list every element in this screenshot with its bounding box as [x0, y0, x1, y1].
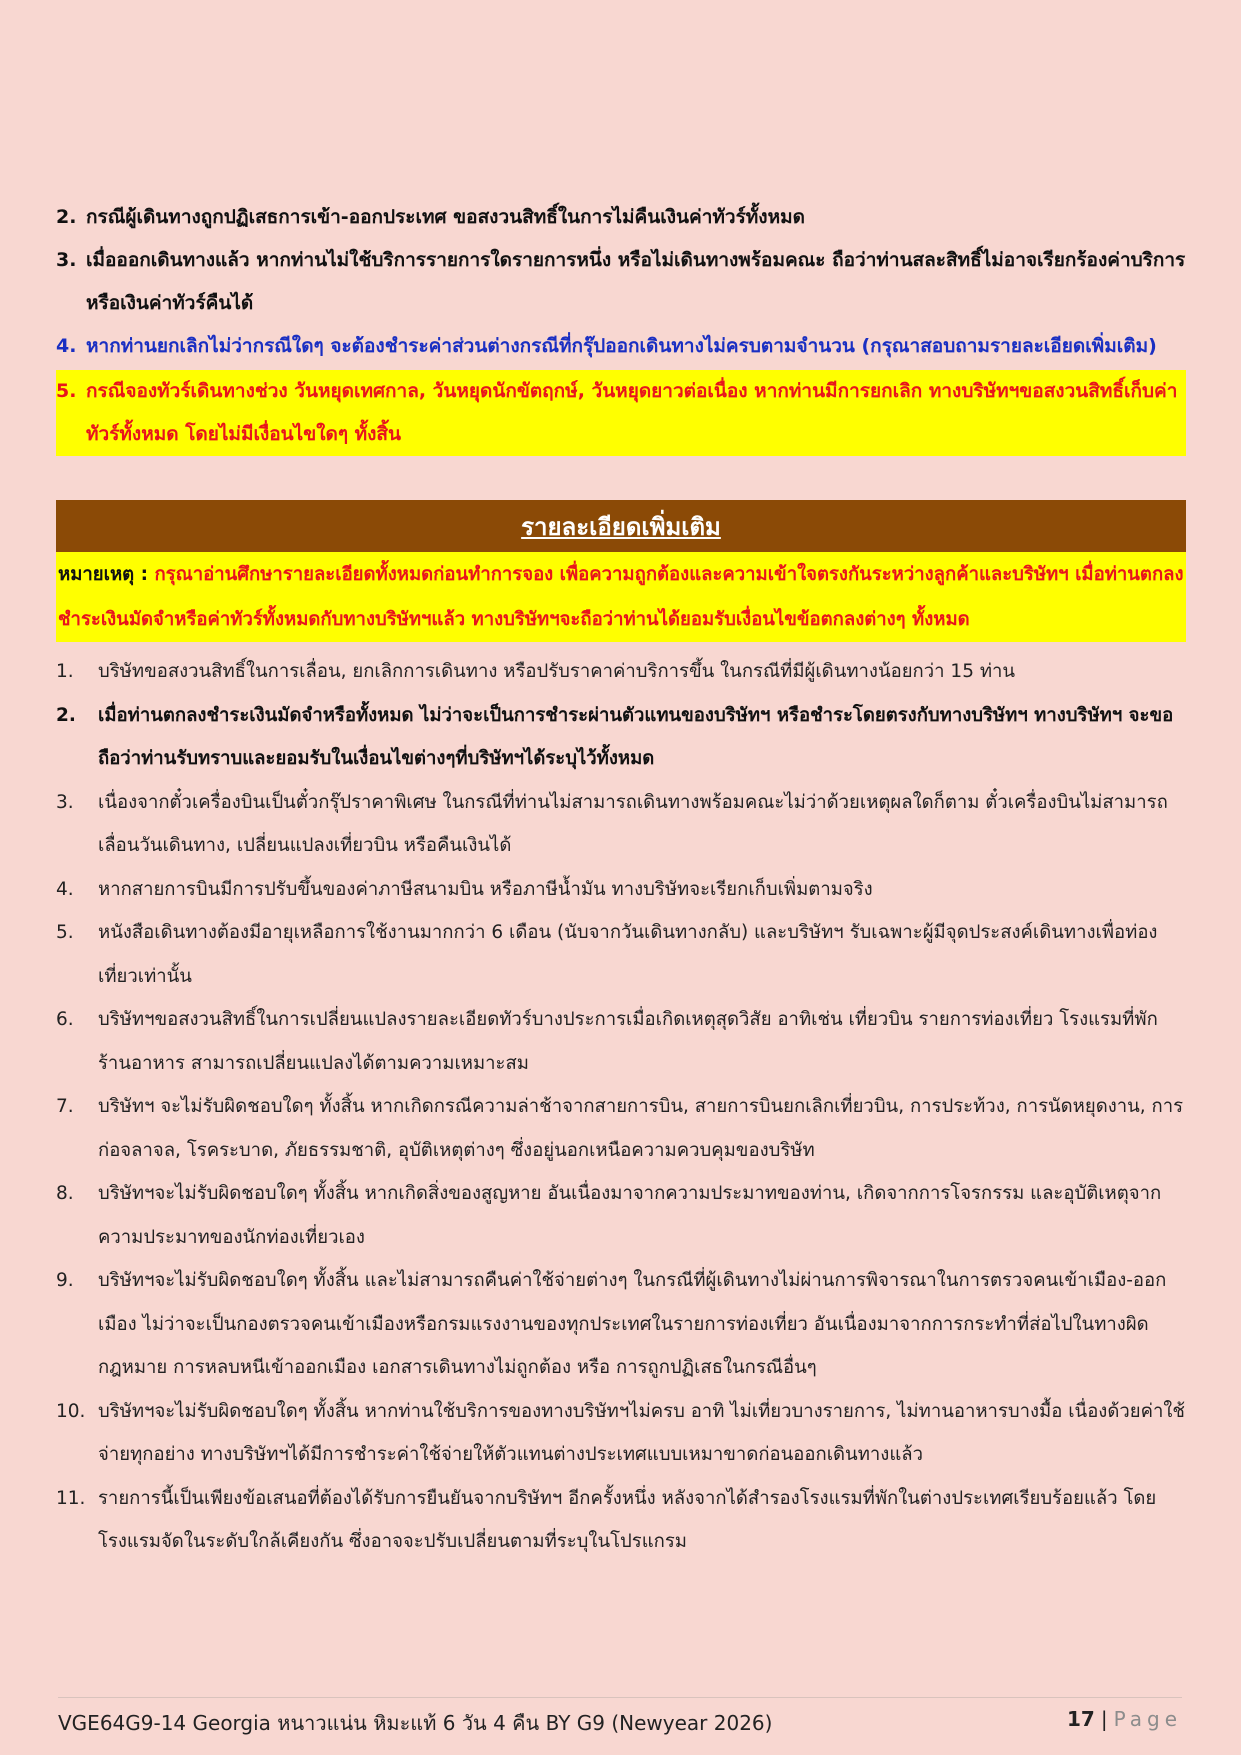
- note-text: กรุณาอ่านศึกษารายละเอียดทั้งหมดก่อนทำการจอง เพื่อความถูกต้องและความเข้าใจตรงกันระหว่างลูกค้าและบริษัทฯ เมื่อท่านตกลงชำระเงินมัดจำหรือค่าทัวร์ทั้งหมดกับทางบริษัทฯแล้ว ทางบริษัทฯจะถือว่าท่านได้ยอมรับเงื่อนไขข้อตกลงต่างๆ ทั้งหมด: [58, 564, 1184, 630]
- term-item: 9. บริษัทฯจะไม่รับผิดชอบใดๆ ทั้งสิ้น และไม่สามารถคืนค่าใช้จ่ายต่างๆ ในกรณีที่ผู้เดินทางไม่ผ่านการพิจารณาในการตรวจคนเข้าเมือง-ออกเมือง ไม่ว่าจะเป็นกองตรวจคนเข้าเมืองหรือกรมแรงงานของทุกประเทศในรายการท่องเที่ยว อันเนื่องมาจากการกระทำที่ส่อไปในทางผิดกฎหมาย การหลบหนีเข้าออกเมือง เอกสารเดินทางไม่ถูกต้อง หรือ การถูกปฏิเสธในกรณีอื่นๆ: [56, 1270, 1167, 1378]
- page-footer: [58, 1697, 1182, 1739]
- term-item: 3. เนื่องจากตั๋วเครื่องบินเป็นตั๋วกรุ๊ปราคาพิเศษ ในกรณีที่ท่านไม่สามารถเดินทางพร้อมคณะไม่ว่าด้วยเหตุผลใดก็ตาม ตั๋วเครื่องบินไม่สามารถ เลื่อนวันเดินทาง, เปลี่ยนแปลงเที่ยวบิน หรือคืนเงินได้: [56, 791, 1168, 856]
- condition-item-highlighted: 5. กรณีจองทัวร์เดินทางช่วง วันหยุดเทศกาล, วันหยุดนักขัตฤกษ์, วันหยุดยาวต่อเนื่อง หากท่านมีการยกเลิก ทางบริษัทฯขอสงวนสิทธิ์เก็บค่าทัวร์ทั้งหมด โดยไม่มีเงื่อนไขใดๆ ทั้งสิ้น: [56, 370, 1186, 456]
- cancellation-conditions-list: [56, 196, 1186, 456]
- term-item: 11. รายการนี้เป็นเพียงข้อเสนอที่ต้องได้รับการยืนยันจากบริษัทฯ อีกครั้งหนึ่ง หลังจากได้สำรองโรงแรมที่พักในต่างประเทศเรียบร้อยแล้ว โดยโรงแรมจัดในระดับใกล้เคียงกัน ซึ่งอาจจะปรับเปลี่ยนตามที่ระบุในโปรแกรม: [56, 1487, 1157, 1552]
- document-page: [56, 196, 1186, 1564]
- term-item: 10. บริษัทฯจะไม่รับผิดชอบใดๆ ทั้งสิ้น หากท่านใช้บริการของทางบริษัทฯไม่ครบ อาทิ ไม่เที่ยวบางรายการ, ไม่ทานอาหารบางมื้อ เนื่องด้วยค่าใช้จ่ายทุกอย่าง ทางบริษัทฯได้มีการชำระค่าใช้จ่ายให้ตัวแทนต่างประเทศแบบเหมาขาดก่อนออกเดินทางแล้ว: [56, 1400, 1185, 1465]
- term-item: 6. บริษัทฯขอสงวนสิทธิ์ในการเปลี่ยนแปลงรายละเอียดทัวร์บางประการเมื่อเกิดเหตุสุดวิสัย อาทิเช่น เที่ยวบิน รายการท่องเที่ยว โรงแรมที่พัก ร้านอาหาร สามารถเปลี่ยนแปลงได้ตามความเหมาะสม: [56, 1009, 1158, 1074]
- term-item: 5. หนังสือเดินทางต้องมีอายุเหลือการใช้งานมากกว่า 6 เดือน (นับจากวันเดินทางกลับ) และบริษัทฯ รับเฉพาะผู้มีจุดประสงค์เดินทางเพื่อท่องเที่ยวเท่านั้น: [56, 922, 1158, 987]
- condition-item: 3. เมื่อออกเดินทางแล้ว หากท่านไม่ใช้บริการรายการใดรายการหนึ่ง หรือไม่เดินทางพร้อมคณะ ถือว่าท่านสละสิทธิ์ไม่อาจเรียกร้องค่าบริการหรือเงินค่าทัวร์คืนได้: [56, 249, 1186, 314]
- terms-list: [56, 650, 1186, 1564]
- section-title: รายละเอียดเพิ่มเติม: [521, 512, 721, 541]
- footer-page-indicator: [1067, 1707, 1182, 1739]
- page-number: 17: [1066, 1707, 1095, 1731]
- condition-item-blue: 4. หากท่านยกเลิกไม่ว่ากรณีใดๆ จะต้องชำระค่าส่วนต่างกรณีที่กรุ๊ปออกเดินทางไม่ครบตามจำนวน (กรุณาสอบถามรายละเอียดเพิ่มเติม): [56, 335, 1157, 357]
- footer-document-title: VGE64G9-14 Georgia หนาวแน่น หิมะแท้ 6 วัน 4 คืน BY G9 (Newyear 2026): [58, 1711, 773, 1735]
- term-item: 1. บริษัทขอสงวนสิทธิ์ในการเลื่อน, ยกเลิกการเดินทาง หรือปรับราคาค่าบริการขึ้น ในกรณีที่มีผู้เดินทางน้อยกว่า 15 ท่าน: [56, 661, 1016, 682]
- page-separator: |: [1100, 1707, 1108, 1731]
- term-item: 8. บริษัทฯจะไม่รับผิดชอบใดๆ ทั้งสิ้น หากเกิดสิ่งของสูญหาย อันเนื่องมาจากความประมาทของท่าน, เกิดจากการโจรกรรม และอุบัติเหตุจากความประมาทของนักท่องเที่ยวเอง: [56, 1183, 1162, 1248]
- condition-item: 2. กรณีผู้เดินทางถูกปฏิเสธการเข้า-ออกประเทศ ขอสงวนสิทธิ์ในการไม่คืนเงินค่าทัวร์ทั้งหมด: [56, 206, 805, 228]
- note-label: หมายเหตุ :: [58, 564, 148, 585]
- note-box: [56, 552, 1186, 642]
- term-item: 7. บริษัทฯ จะไม่รับผิดชอบใดๆ ทั้งสิ้น หากเกิดกรณีความล่าช้าจากสายการบิน, สายการบินยกเลิกเที่ยวบิน, การประท้วง, การนัดหยุดงาน, การก่อจลาจล, โรคระบาด, ภัยธรรมชาติ, อุบัติเหตุต่างๆ ซึ่งอยู่นอกเหนือความควบคุมของบริษัท: [56, 1096, 1184, 1161]
- section-heading-bar: [56, 500, 1186, 552]
- term-item-bold: 2. เมื่อท่านตกลงชำระเงินมัดจำหรือทั้งหมด ไม่ว่าจะเป็นการชำระผ่านตัวแทนของบริษัทฯ หรือชำระโดยตรงกับทางบริษัทฯ ทางบริษัทฯ จะขอถือว่าท่านรับทราบและยอมรับในเงื่อนไขต่างๆที่บริษัทฯได้ระบุไว้ทั้งหมด: [56, 704, 1174, 769]
- term-item: 4. หากสายการบินมีการปรับขึ้นของค่าภาษีสนามบิน หรือภาษีน้ำมัน ทางบริษัทจะเรียกเก็บเพิ่มตามจริง: [56, 878, 873, 900]
- page-label: Page: [1113, 1707, 1182, 1731]
